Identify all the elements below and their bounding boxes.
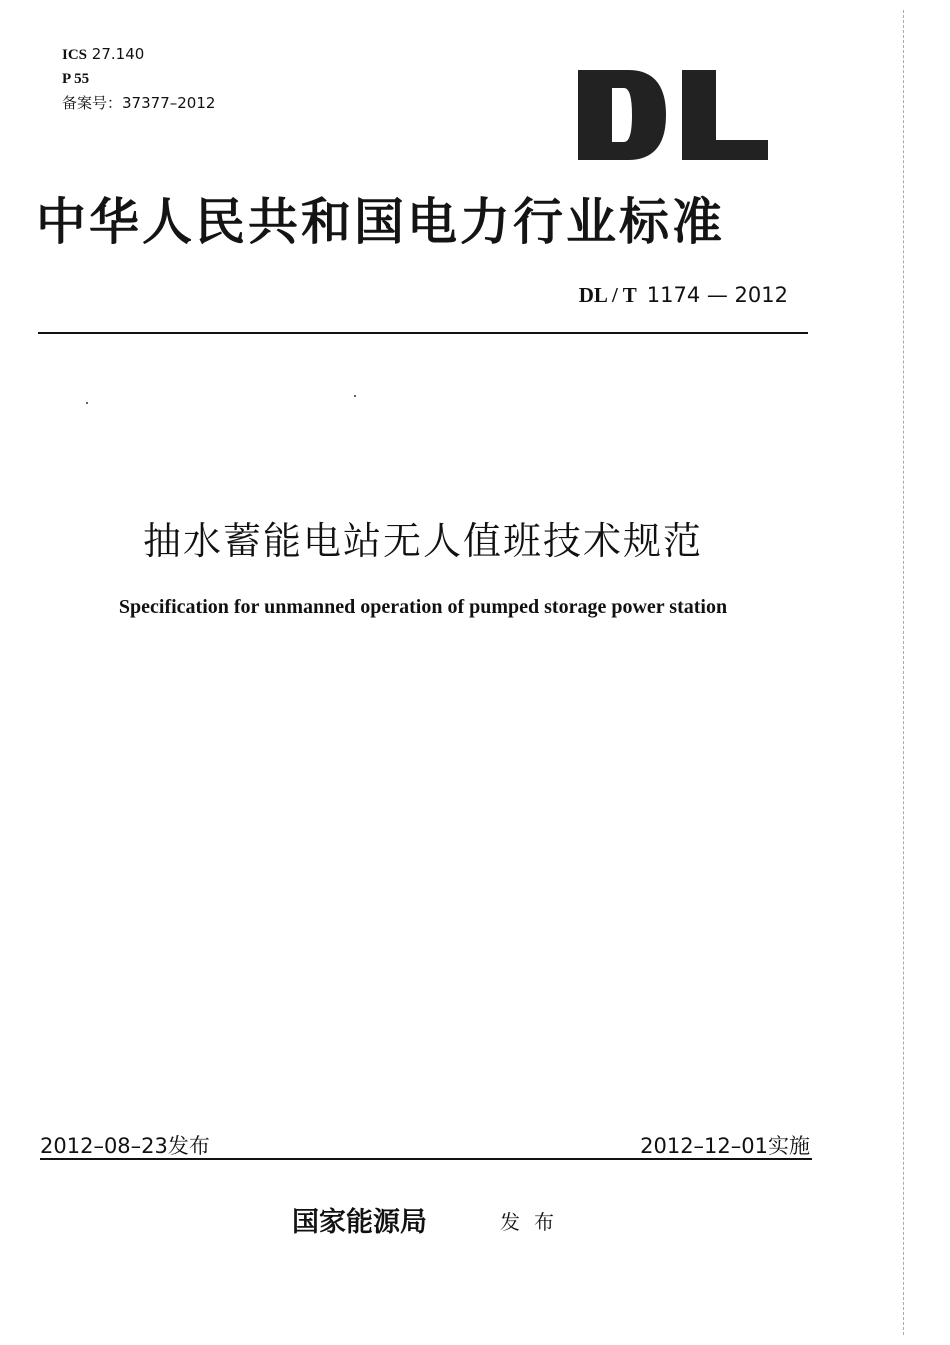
standard-code — [560, 283, 788, 308]
record-line — [62, 91, 215, 115]
record-label: 备案号： — [62, 94, 123, 112]
issuing-authority: 国家能源局 — [292, 1207, 427, 1238]
industry-standard-title: 中华人民共和国电力行业标准 — [36, 192, 725, 251]
standard-code-number: 1174 — 2012 — [646, 283, 788, 307]
class-code: P 55 — [62, 71, 90, 87]
implementation-date: 2012–12–01实施 — [640, 1134, 810, 1158]
ics-value: 27.140 — [91, 45, 145, 63]
ics-line — [62, 42, 215, 67]
standard-code-prefix: DL / T — [578, 283, 637, 307]
issue-label: 发布 — [500, 1210, 568, 1234]
footer-divider — [40, 1158, 812, 1160]
header-divider — [38, 332, 808, 334]
speck — [354, 395, 356, 397]
dl-logo-graphic — [578, 70, 768, 160]
document-title-chinese: 抽水蓄能电站无人值班技术规范 — [142, 519, 703, 563]
ics-label: ICS — [62, 47, 88, 63]
scan-edge-line — [903, 10, 904, 1335]
dl-logo — [578, 70, 768, 160]
record-value: 37377–2012 — [122, 94, 216, 112]
document-title-english: Specification for unmanned operation of pumped storage power station — [118, 596, 728, 618]
header-metadata — [62, 42, 215, 115]
publish-date: 2012–08–23发布 — [40, 1134, 210, 1158]
speck — [86, 402, 88, 404]
